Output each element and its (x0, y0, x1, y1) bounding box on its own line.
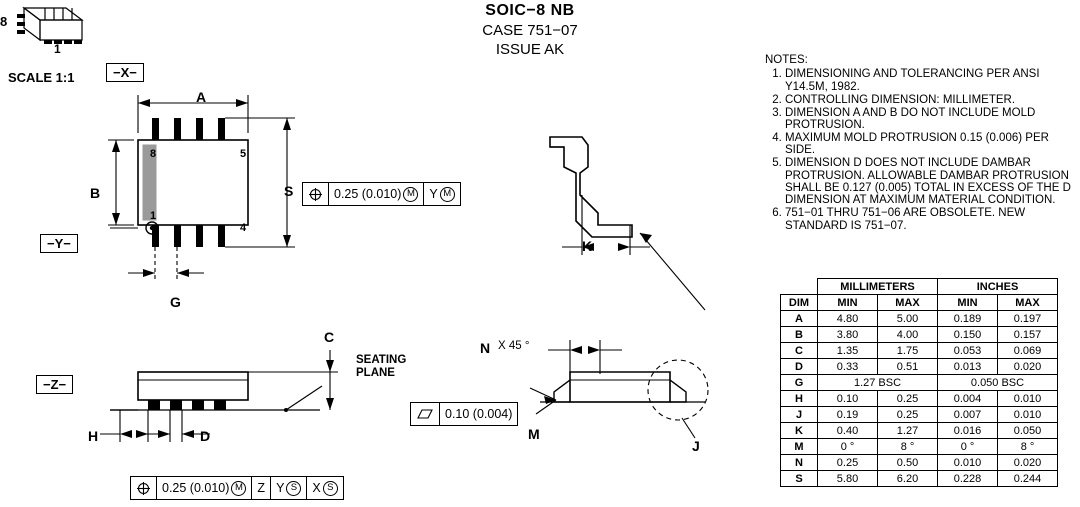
position-symbol-svg (308, 187, 323, 202)
note-item: 3. DIMENSION A AND B DO NOT INCLUDE MOLD PROTRUSION. (785, 107, 1080, 132)
cell-mm-max: 0.25 (878, 391, 938, 407)
cell-in-max: 0.020 (998, 359, 1058, 375)
datum-x-label: −X− (106, 63, 144, 82)
cell-in-span: 0.050 BSC (938, 375, 1058, 391)
flatness-symbol-icon (411, 403, 440, 425)
cell-mm-min: 0.19 (818, 407, 878, 423)
fcf-top (302, 182, 461, 206)
fcf-bottom-datum-x-letter: X (312, 481, 321, 495)
dim-g-label: G (170, 294, 181, 310)
mmc-modifier-icon: M (403, 187, 418, 202)
cell-in-max: 0.010 (998, 407, 1058, 423)
fcf-top-datum-y (424, 183, 459, 205)
cell-in-min: 0.228 (938, 471, 998, 487)
note-item: 5. DIMENSION D DOES NOT INCLUDE DAMBAR PROTRUSION. ALLOWABLE DAMBAR PROTRUSION SHALL BE 0.127 (0.005) TOTAL IN EXCESS OF THE D DIMENSION AT MAXIMUM MATERIAL CONDITION. (785, 157, 1080, 207)
cell-in-max: 0.197 (998, 311, 1058, 327)
table-row (781, 407, 1058, 423)
datum-y-label: −Y− (40, 234, 78, 253)
fcf-bottom (130, 476, 344, 500)
cell-mm-min: 0 ° (818, 439, 878, 455)
pin-8-label: 8 (150, 148, 157, 160)
cell-mm-min: 5.80 (818, 471, 878, 487)
datum-z-label: −Z− (36, 375, 73, 394)
cell-in-max: 0.157 (998, 327, 1058, 343)
mmc-modifier-icon: M (440, 187, 455, 202)
side-view-drawing (90, 330, 420, 475)
position-symbol-icon (303, 183, 329, 205)
iso-pin-1-label: 1 (54, 42, 61, 56)
col-header-mm-max: MAX (878, 295, 938, 311)
cell-in-max: 0.050 (998, 423, 1058, 439)
flatness-symbol-svg (416, 408, 434, 420)
notes-heading: NOTES: (765, 54, 808, 66)
cell-in-max: 8 ° (998, 439, 1058, 455)
fcf-bottom-datum-y-letter: Y (276, 481, 285, 495)
cell-mm-span: 1.27 BSC (818, 375, 938, 391)
cell-mm-min: 0.33 (818, 359, 878, 375)
note-item: 2. CONTROLLING DIMENSION: MILLIMETER. (785, 94, 1080, 106)
cell-mm-max: 0.50 (878, 455, 938, 471)
cell-dim: D (781, 359, 818, 375)
cell-dim: J (781, 407, 818, 423)
dim-c-label: C (324, 329, 335, 345)
cell-mm-min: 0.40 (818, 423, 878, 439)
cell-dim: K (781, 423, 818, 439)
col-header-dim: DIM (781, 295, 818, 311)
cell-dim: H (781, 391, 818, 407)
position-symbol-icon (131, 477, 157, 499)
cell-dim: N (781, 455, 818, 471)
fcf-bottom-tolerance-value: 0.25 (0.010) (162, 481, 230, 495)
fcf-bottom-datum-y (271, 477, 307, 499)
package-title: SOIC−8 NB (485, 2, 575, 19)
case-number: CASE 751−07 (482, 22, 578, 39)
fcf-bottom-datum-x (307, 477, 342, 499)
note-item: 1. DIMENSIONING AND TOLERANCING PER ANSI Y14.5M, 1982. (785, 68, 1080, 93)
dimension-table (780, 278, 1058, 487)
note-item: 6. 751−01 THRU 751−06 ARE OBSOLETE. NEW STANDARD IS 751−07. (785, 207, 1080, 232)
table-row (781, 375, 1058, 391)
table-row (781, 343, 1058, 359)
lead-detail-drawing (520, 125, 750, 315)
fcf-flatness-tolerance: 0.10 (0.004) (445, 407, 513, 421)
cell-mm-max: 8 ° (878, 439, 938, 455)
seating-plane-line1: SEATING (356, 354, 407, 366)
cell-in-min: 0.004 (938, 391, 998, 407)
fcf-bottom-datum-z: Z (252, 477, 271, 499)
note-item: 4. MAXIMUM MOLD PROTRUSION 0.15 (0.006) PER SIDE. (785, 132, 1080, 157)
fcf-top-tolerance (329, 183, 424, 205)
cell-in-max: 0.010 (998, 391, 1058, 407)
cell-in-min: 0.010 (938, 455, 998, 471)
fcf-top-datum-letter: Y (429, 187, 438, 201)
table-row (781, 327, 1058, 343)
table-group-header-row (781, 279, 1058, 295)
cell-dim: C (781, 343, 818, 359)
cell-in-min: 0.053 (938, 343, 998, 359)
cell-in-min: 0.189 (938, 311, 998, 327)
cell-dim: B (781, 327, 818, 343)
col-header-mm-min: MIN (818, 295, 878, 311)
cell-mm-min: 1.35 (818, 343, 878, 359)
dim-h-label: H (88, 428, 99, 444)
dim-n-label: N (480, 340, 491, 356)
seating-plane-line2: PLANE (356, 367, 395, 379)
table-row (781, 423, 1058, 439)
dim-m-label: M (528, 426, 540, 442)
dim-d-label: D (200, 428, 211, 444)
cell-in-max: 0.244 (998, 471, 1058, 487)
col-header-in-max: MAX (998, 295, 1058, 311)
cell-mm-max: 0.51 (878, 359, 938, 375)
cell-dim: A (781, 311, 818, 327)
table-row (781, 359, 1058, 375)
cell-in-min: 0.013 (938, 359, 998, 375)
cell-in-min: 0.150 (938, 327, 998, 343)
cell-mm-max: 5.00 (878, 311, 938, 327)
cell-dim: M (781, 439, 818, 455)
cell-in-min: 0.016 (938, 423, 998, 439)
fcf-top-tolerance-value: 0.25 (0.010) (334, 187, 402, 201)
pin-5-label: 5 (240, 148, 247, 160)
iso-pin-8-label: 8 (0, 14, 8, 29)
dim-k-label: K (582, 238, 593, 254)
table-row (781, 391, 1058, 407)
dim-s-label: S (284, 183, 294, 199)
dim-j-label: J (692, 438, 700, 454)
table-row (781, 311, 1058, 327)
cell-in-max: 0.069 (998, 343, 1058, 359)
n-angle-label: X 45 ° (498, 340, 530, 352)
end-view-drawing (500, 330, 760, 480)
scale-label: SCALE 1:1 (8, 70, 75, 85)
cell-mm-min: 0.25 (818, 455, 878, 471)
notes-block (765, 54, 1080, 233)
pin-4-label: 4 (240, 222, 247, 234)
cell-mm-max: 6.20 (878, 471, 938, 487)
seating-plane-label (356, 354, 406, 380)
issue-label: ISSUE AK (495, 41, 565, 58)
table-row (781, 439, 1058, 455)
rfs-modifier-icon: S (323, 481, 338, 496)
cell-dim: S (781, 471, 818, 487)
cell-mm-max: 1.27 (878, 423, 938, 439)
group-header-inches: INCHES (938, 279, 1058, 295)
cell-mm-max: 4.00 (878, 327, 938, 343)
cell-in-min: 0 ° (938, 439, 998, 455)
notes-list (765, 68, 1080, 232)
table-row (781, 455, 1058, 471)
position-symbol-svg (136, 481, 151, 496)
dim-a-label: A (196, 89, 207, 105)
col-header-in-min: MIN (938, 295, 998, 311)
cell-dim: G (781, 375, 818, 391)
mmc-modifier-icon: M (231, 481, 246, 496)
cell-in-max: 0.020 (998, 455, 1058, 471)
rfs-modifier-icon: S (286, 481, 301, 496)
cell-mm-min: 4.80 (818, 311, 878, 327)
table-header-row (781, 295, 1058, 311)
cell-mm-max: 0.25 (878, 407, 938, 423)
cell-mm-min: 0.10 (818, 391, 878, 407)
group-header-millimeters: MILLIMETERS (818, 279, 938, 295)
cell-in-min: 0.007 (938, 407, 998, 423)
cell-mm-min: 3.80 (818, 327, 878, 343)
table-row (781, 471, 1058, 487)
pin-1-label: 1 (150, 210, 157, 222)
dim-b-label: B (90, 185, 101, 201)
fcf-bottom-tolerance (157, 477, 252, 499)
cell-mm-max: 1.75 (878, 343, 938, 359)
title-block (380, 2, 680, 58)
